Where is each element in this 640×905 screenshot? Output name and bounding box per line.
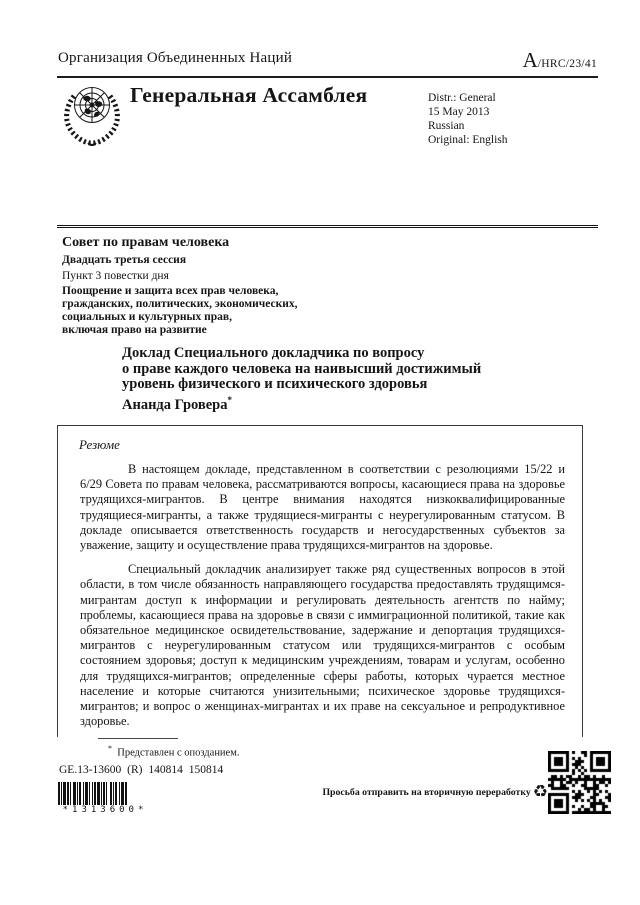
agenda-title-line: гражданских, политических, экономических, [62, 298, 298, 310]
document-symbol-number: /HRC/23/41 [537, 58, 597, 70]
summary-paragraph: В настоящем докладе, представленном в соответствии с резолюциями 15/22 и 6/29 Совета по правам человека, рассматриваются вопросы, касающиеся права на здоровье трудящихся-мигрантов. В центре внимания находятся низкоквалифицированные трудящиеся-мигранты, а также трудящиеся-мигранты с неурегулированным статусом. В докладе описывается ответственность государств и негосударственных субъектов за уважение, защиту и осуществление права трудящихся-мигрантов на здоровье. [80, 462, 565, 553]
agenda-title-line: включая право на развитие [62, 324, 207, 336]
distr-line: 15 May 2013 [428, 106, 490, 118]
masthead-divider-rule [57, 225, 598, 228]
org-name: Организация Объединенных Наций [58, 50, 293, 66]
report-title-line: Доклад Специального докладчика по вопросу [122, 345, 425, 361]
barcode-text: *1313600* [62, 805, 148, 815]
summary-paragraph: Специальный докладчик анализирует также ряд существенных вопросов в этой области, в том числе обязанность направляющего государства предоставлять трудящимся-мигрантам доступ к информации и регулировать деятельность агентств по найму; проблемы, касающиеся права на здоровье в связи с иммиграционной политикой, такие как обязательное медицинское освидетельствование, задержание и депортация трудящихся-мигрантов с неурегулированным статусом или трудящихся-мигрантов с особым состоянием здоровья; доступ к медицинским учреждениям, товарам и услугам, особенно для трудящихся-мигрантов; определенные сферы работы, которых чурается местное население и которые считаются унизительными; психическое здоровье трудящихся-мигрантов; и вопрос о женщинах-мигрантах и их праве на сексуальное и репродуктивное здоровье. [80, 562, 565, 729]
document-symbol [523, 48, 597, 73]
distr-line: Distr.: General [428, 92, 496, 104]
agenda-title-line: социальных и культурных прав, [62, 311, 232, 323]
summary-box [57, 425, 583, 737]
footnote-marker: * [108, 744, 112, 753]
session-block [62, 236, 297, 337]
distr-line: Original: English [428, 134, 508, 146]
footnote-marker: * [227, 394, 232, 405]
masthead-title: Генеральная Ассамблея [130, 83, 368, 107]
recycle-text: Просьба отправить на вторичную переработку [322, 787, 531, 798]
document-symbol-series: A [522, 48, 538, 72]
report-title-line: уровень физического и психического здоровья [122, 376, 428, 393]
footnote-text: Представлен с опозданием. [117, 747, 240, 759]
qr-code [548, 751, 611, 814]
session-number: Двадцать третья сессия [62, 254, 187, 266]
summary-heading: Резюме [79, 437, 120, 452]
barcode [58, 782, 152, 805]
distribution-block [428, 91, 508, 147]
report-title-line: Ананда Гровера* [122, 394, 232, 413]
ge-code: GE.13-13600 (R) 140814 150814 [59, 764, 224, 776]
agenda-title-line: Поощрение и защита всех прав человека, [62, 285, 279, 297]
distr-line: Russian [428, 120, 465, 132]
header-rule [57, 76, 598, 78]
un-emblem-icon [62, 79, 122, 147]
recycle-icon: ♻ [532, 782, 548, 802]
agenda-item: Пункт 3 повестки дня [62, 269, 169, 282]
agenda-title [62, 285, 297, 337]
recycle-note [250, 784, 548, 801]
footnote-rule [98, 738, 178, 739]
report-title [122, 346, 481, 413]
report-title-line: о праве каждого человека на наивысший достижимый [122, 360, 482, 377]
footnote [108, 744, 239, 759]
committee-name: Совет по правам человека [62, 235, 230, 250]
